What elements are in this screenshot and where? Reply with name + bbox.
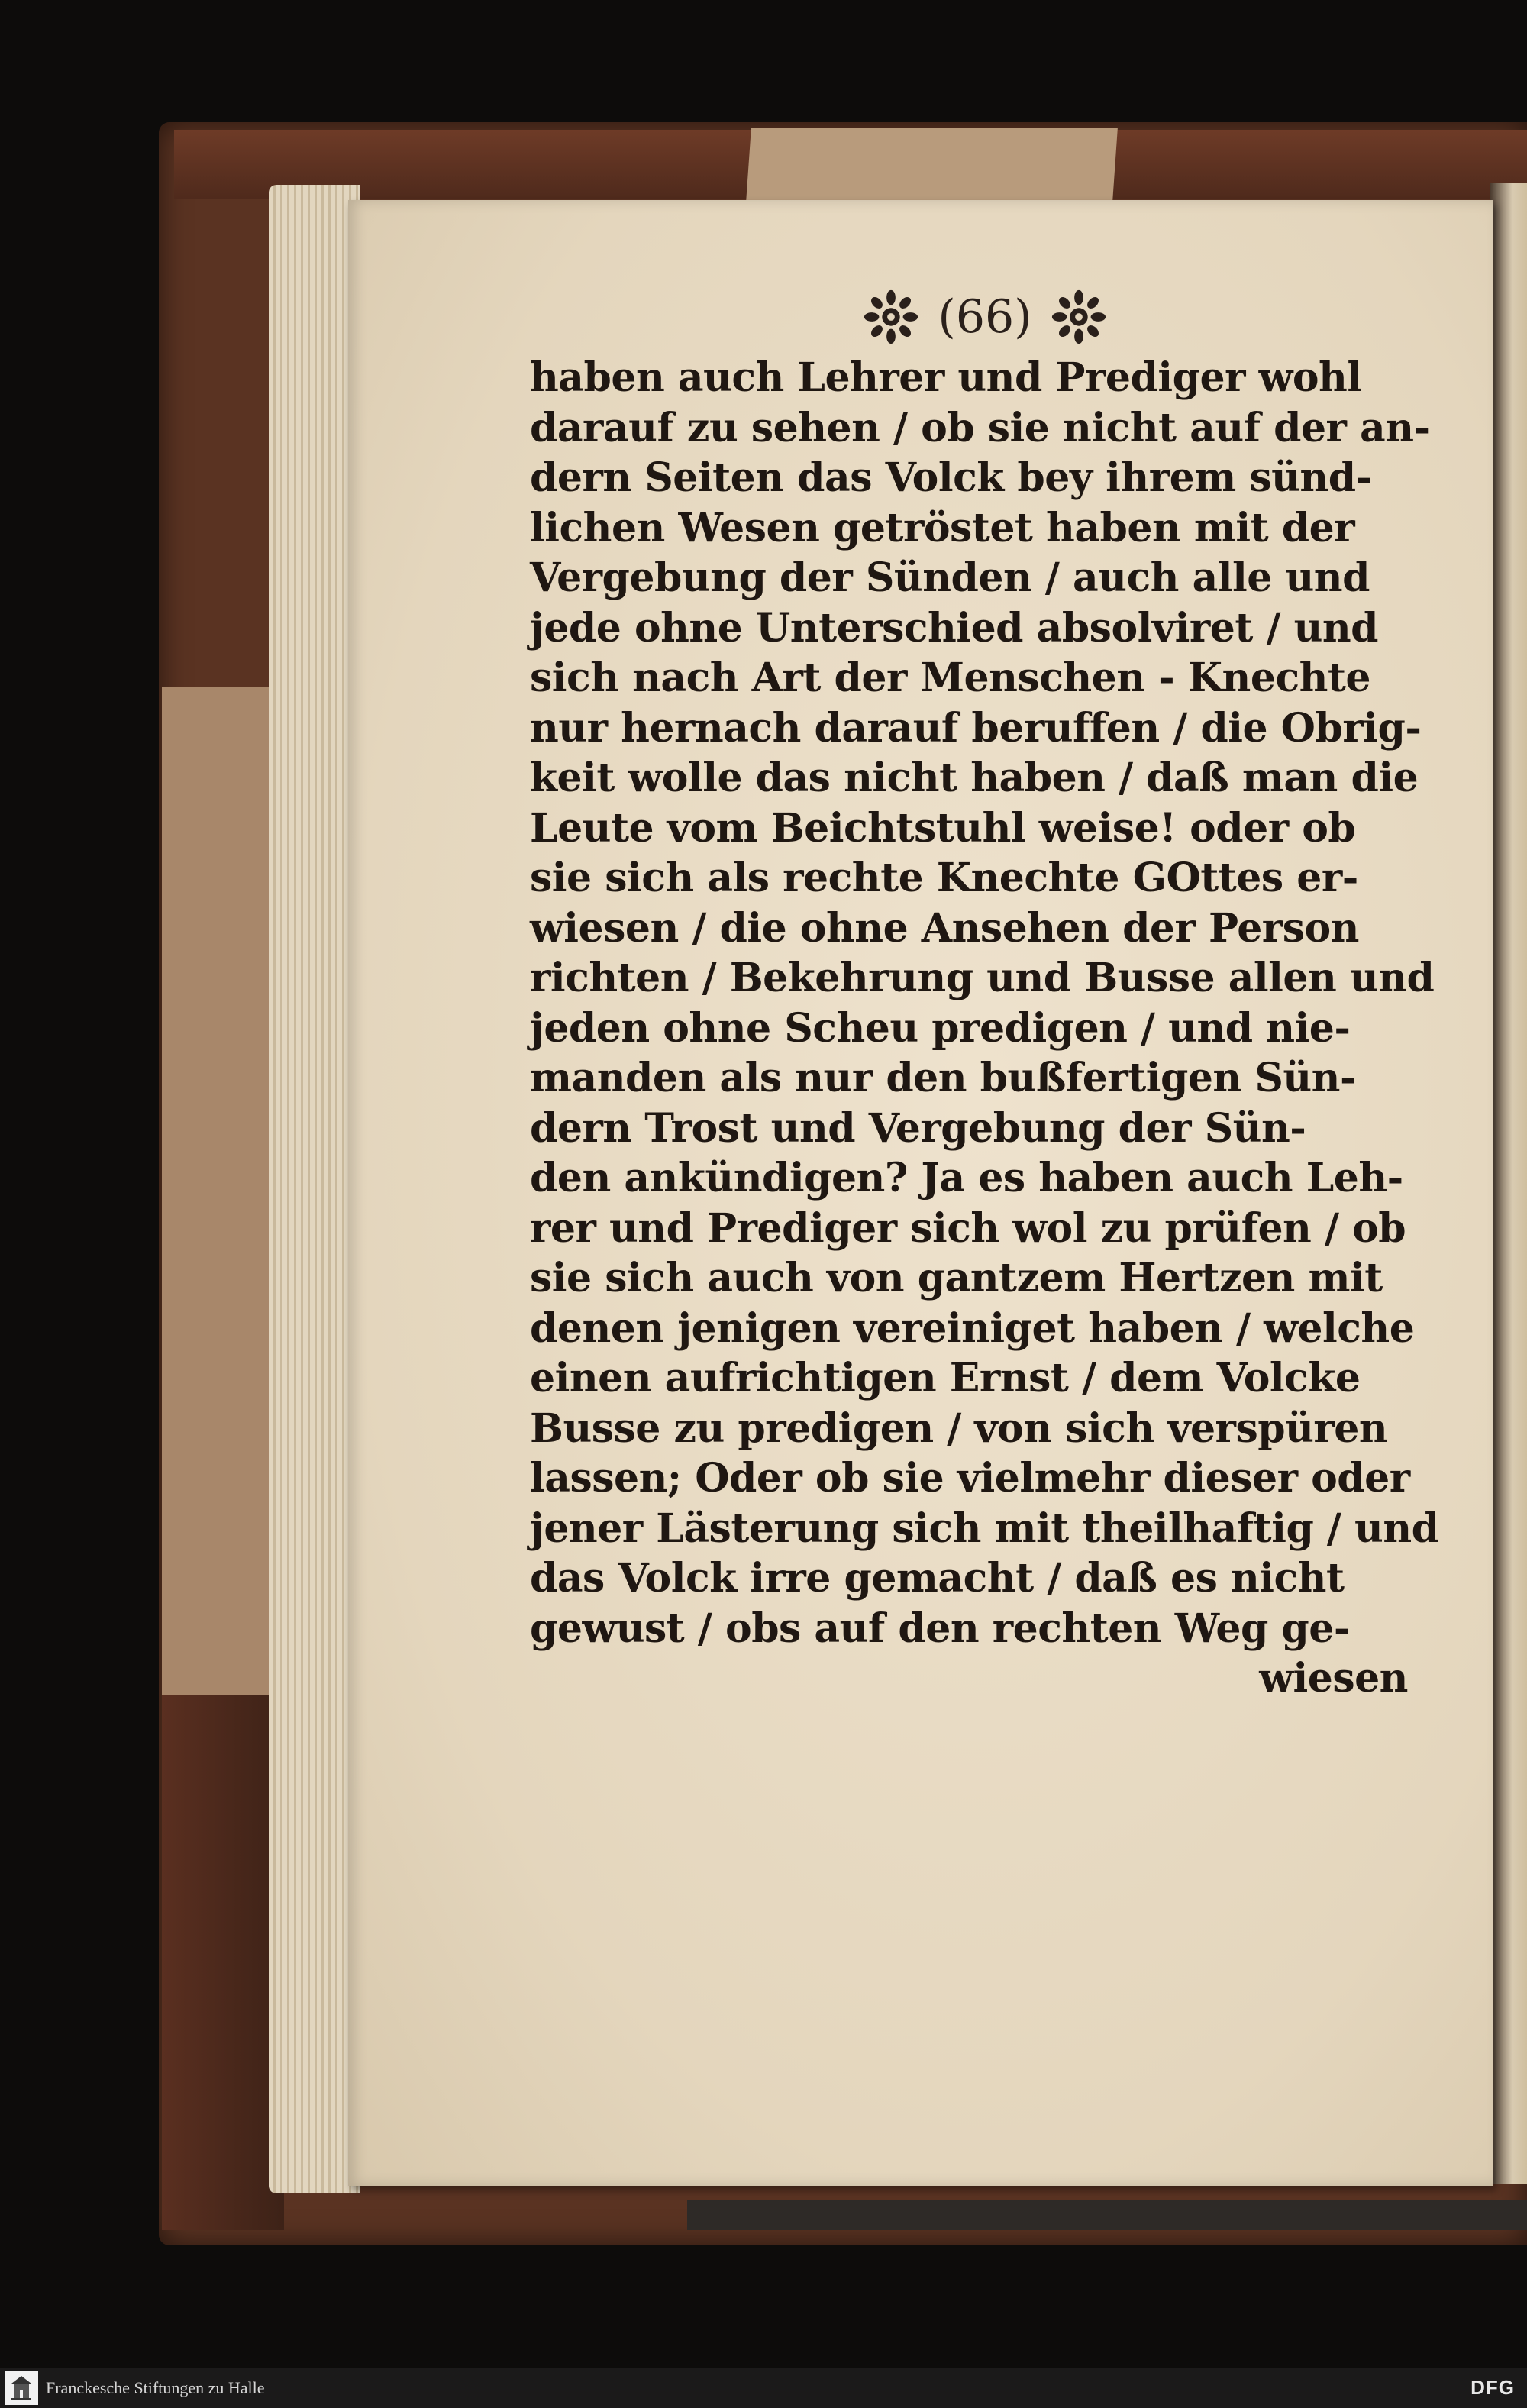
text-line: gewust / obs auf den rechten Weg ge-: [530, 1605, 1350, 1652]
book-gutter: [1490, 183, 1527, 2184]
text-line: lassen; Oder ob sie vielmehr dieser oder: [530, 1455, 1410, 1501]
text-line: manden als nur den bußfertigen Sün-: [530, 1055, 1357, 1101]
footer-bar: [0, 2368, 1527, 2408]
shadow: [687, 2200, 1527, 2230]
francke-foundations-logo[interactable]: [5, 2371, 38, 2405]
text-line: nur hernach darauf beruffen / die Obrig-: [530, 704, 1422, 751]
page-number: (66): [938, 290, 1032, 344]
catchword: wiesen: [1259, 1655, 1408, 1702]
text-line: denen jenigen vereiniget haben / welche: [530, 1304, 1415, 1352]
text-line: das Volck irre gemacht / daß es nicht: [530, 1555, 1345, 1602]
dfg-logo[interactable]: DFG: [1471, 2376, 1515, 2399]
text-line: wiesen / die ohne Ansehen der Person: [530, 904, 1359, 952]
text-line: jede ohne Unterschied absolviret / und: [530, 604, 1379, 651]
text-line: dern Trost und Vergebung der Sün-: [530, 1104, 1306, 1152]
institution-name[interactable]: Franckesche Stiftungen zu Halle: [46, 2377, 265, 2397]
text-line: Busse zu predigen / von sich verspüren: [530, 1404, 1388, 1452]
text-line: rer und Prediger sich wol zu prüfen / ob: [530, 1204, 1406, 1252]
text-line: sich nach Art der Menschen - Knechte: [530, 655, 1371, 701]
text-line: einen aufrichtigen Ernst / dem Volcke: [530, 1355, 1361, 1401]
text-line: sie sich auch von gantzem Hertzen mit: [530, 1255, 1383, 1301]
text-line: den ankündigen? Ja es haben auch Leh-: [530, 1155, 1403, 1201]
floral-ornament-icon: [861, 287, 921, 347]
text-line: keit wolle das nicht haben / daß man die: [530, 755, 1419, 801]
footer-institution: [0, 2371, 265, 2405]
text-line: dern Seiten das Volck bey ihrem sünd-: [530, 454, 1372, 501]
leather-binding-bottom: [162, 1680, 284, 2230]
text-line: haben auch Lehrer und Prediger wohl: [530, 354, 1362, 401]
body-text: [530, 353, 1439, 1704]
text-line: Leute vom Beichtstuhl weise! oder ob: [530, 804, 1356, 852]
text-line: jener Lästerung sich mit theilhaftig / und: [530, 1505, 1439, 1552]
building-icon: [10, 2374, 33, 2402]
text-line: darauf zu sehen / ob sie nicht auf der an-: [530, 404, 1430, 451]
text-line: sie sich als rechte Knechte GOttes er-: [530, 855, 1358, 901]
page-edges: [269, 185, 360, 2193]
text-line: lichen Wesen getröstet haben mit der: [530, 504, 1355, 551]
text-line: Vergebung der Sünden / auch alle und: [530, 554, 1370, 601]
floral-ornament-icon: [1049, 287, 1109, 347]
text-line: jeden ohne Scheu predigen / und nie-: [530, 1004, 1351, 1052]
page-header: [825, 283, 1145, 351]
paper-strip-left: [162, 687, 284, 1695]
text-line: richten / Bekehrung und Busse allen und: [530, 955, 1435, 1001]
